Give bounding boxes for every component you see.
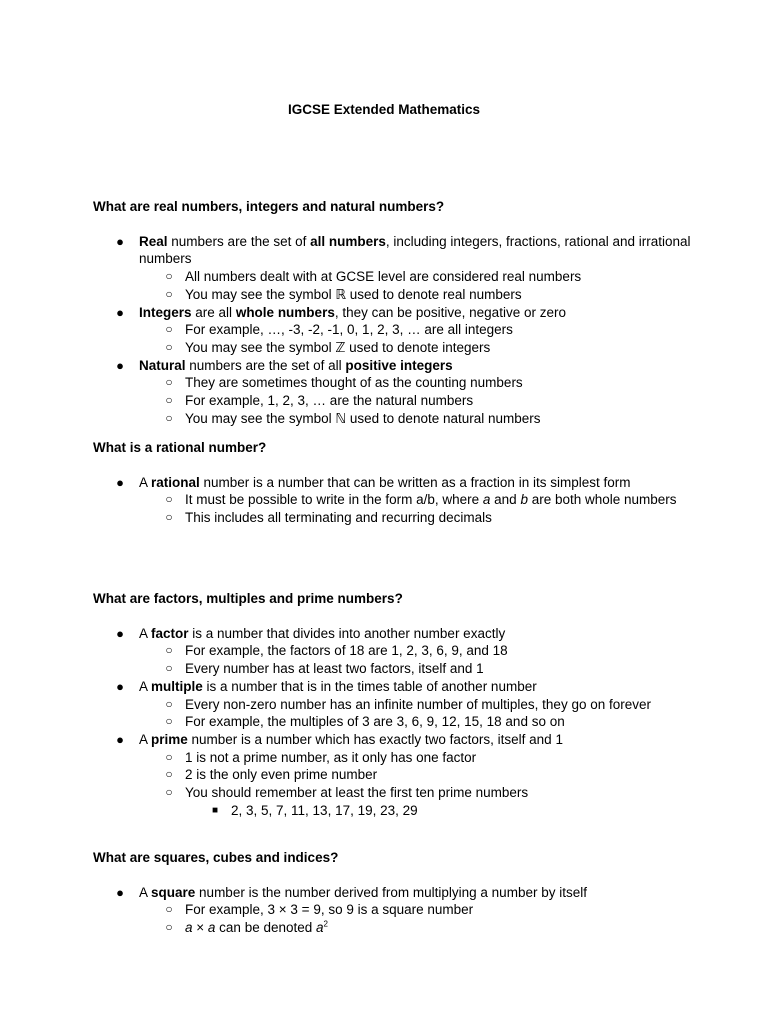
list-item: ○ You may see the symbol ℤ used to denote integers [93,339,713,357]
list-item: ○ 1 is not a prime number, as it only has one factor [93,749,713,767]
bullet-icon: ● [116,731,124,747]
circle-bullet-icon: ○ [165,510,173,525]
circle-bullet-icon: ○ [165,696,173,711]
list-item: ● A prime number is a number which has exactly two factors, itself and 1 [93,731,713,749]
circle-bullet-icon: ○ [165,902,173,917]
list-item: ○ 2 is the only even prime number [93,766,713,784]
circle-bullet-icon: ○ [165,410,173,425]
circle-bullet-icon: ○ [165,785,173,800]
list-item: ○ All numbers dealt with at GCSE level are considered real numbers [93,268,713,286]
list-item: ○ You may see the symbol ℝ used to denote real numbers [93,286,713,304]
circle-bullet-icon: ○ [165,393,173,408]
circle-bullet-icon: ○ [165,492,173,507]
section-heading: What are real numbers, integers and natural numbers? [93,199,445,214]
circle-bullet-icon: ○ [165,661,173,676]
list-item: ○ You may see the symbol ℕ used to denote natural numbers [93,410,713,428]
circle-bullet-icon: ○ [165,339,173,354]
bullet-icon: ● [116,357,124,373]
section-factors-multiples [93,590,713,819]
circle-bullet-icon: ○ [165,767,173,782]
section-heading: What are factors, multiples and prime numbers? [93,591,403,606]
bullet-icon: ● [116,474,124,490]
circle-bullet-icon: ○ [165,286,173,301]
section-real-numbers [93,198,713,427]
bullet-icon: ● [116,625,124,641]
list-item: ○ For example, 3 × 3 = 9, so 9 is a square number [93,901,713,919]
section-squares-cubes [93,849,713,937]
bullet-icon: ● [116,233,124,249]
square-bullet-icon: ■ [211,804,219,816]
list-item: ○ For example, the factors of 18 are 1, 2, 3, 6, 9, and 18 [93,642,713,660]
bullet-icon: ● [116,884,124,900]
section-rational-numbers [93,439,713,527]
list-item: ○ For example, the multiples of 3 are 3, 6, 9, 12, 15, 18 and so on [93,713,713,731]
list-item: ● Real numbers are the set of all numbers, including integers, fractions, rational and irrational numbers [93,233,713,268]
list-item: ■ 2, 3, 5, 7, 11, 13, 17, 19, 23, 29 [93,802,713,820]
circle-bullet-icon: ○ [165,920,173,935]
bullet-icon: ● [116,304,124,320]
list-item: ● A square number is the number derived from multiplying a number by itself [93,884,713,902]
list-item: ○ They are sometimes thought of as the counting numbers [93,374,713,392]
list-item: ● A rational number is a number that can be written as a fraction in its simplest form [93,474,713,492]
circle-bullet-icon: ○ [165,714,173,729]
list-item: ○ Every non-zero number has an infinite number of multiples, they go on forever [93,696,713,714]
circle-bullet-icon: ○ [165,375,173,390]
section-heading: What is a rational number? [93,440,267,455]
circle-bullet-icon: ○ [165,749,173,764]
document-title: IGCSE Extended Mathematics [287,102,481,117]
list-item: ○ For example, 1, 2, 3, … are the natural numbers [93,392,713,410]
list-item: ○ For example, …, -3, -2, -1, 0, 1, 2, 3, … are all integers [93,321,713,339]
circle-bullet-icon: ○ [165,643,173,658]
list-item: ● Integers are all whole numbers, they can be positive, negative or zero [93,304,713,322]
list-item: ○ You should remember at least the first ten prime numbers [93,784,713,802]
list-item: ○ a × a can be denoted $a^2$ [93,919,713,937]
list-item: ● Natural numbers are the set of all positive integers [93,357,713,375]
list-item: ○ This includes all terminating and recurring decimals [93,509,713,527]
list-item: ○ It must be possible to write in the form a/b, where a and b are both whole numbers [93,491,713,509]
list-item: ○ Every number has at least two factors, itself and 1 [93,660,713,678]
list-item: ● A factor is a number that divides into another number exactly [93,625,713,643]
bullet-icon: ● [116,678,124,694]
circle-bullet-icon: ○ [165,322,173,337]
list-item: ● A multiple is a number that is in the times table of another number [93,678,713,696]
circle-bullet-icon: ○ [165,269,173,284]
section-heading: What are squares, cubes and indices? [93,850,339,865]
